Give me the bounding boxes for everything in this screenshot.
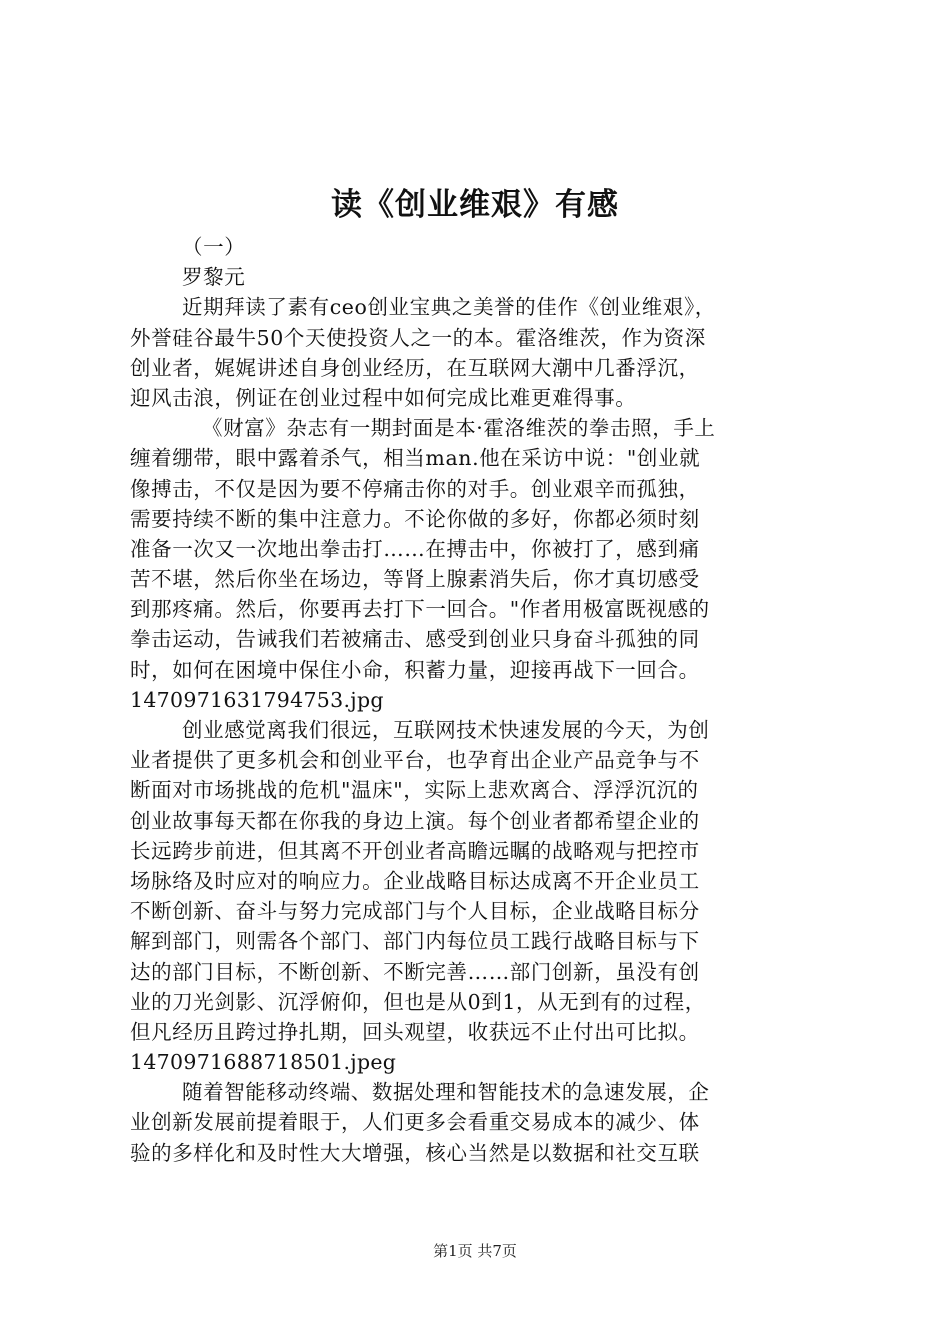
paragraph-line: 解到部门，则需各个部门、部门内每位员工践行战略目标与下 — [130, 929, 700, 954]
paragraph-line: 创业故事每天都在你我的身边上演。每个创业者都希望企业的 — [130, 808, 700, 833]
paragraph-line: 创业感觉离我们很远，互联网技术快速发展的今天，为创 — [182, 718, 710, 742]
image-filename: 1470971688718501.jpeg — [130, 1050, 397, 1075]
section-marker: （一） — [182, 235, 246, 259]
author-name: 罗黎元 — [182, 265, 246, 290]
paragraph-line: 业的刀光剑影、沉浮俯仰，但也是从0到1，从无到有的过程， — [130, 989, 706, 1014]
paragraph-line: 断面对市场挑战的危机"温床"，实际上悲欢离合、浮浮沉沉的 — [130, 778, 699, 803]
paragraph-line: 迎风击浪，例证在创业过程中如何完成比难更难得事。 — [130, 385, 637, 410]
paragraph-line: 不断创新、奋斗与努力完成部门与个人目标，企业战略目标分 — [130, 899, 700, 924]
paragraph-line: 到那疼痛。然后，你要再去打下一回合。"作者用极富既视感的 — [130, 597, 710, 622]
paragraph-line: 业创新发展前提着眼于，人们更多会看重交易成本的减少、体 — [130, 1110, 700, 1135]
paragraph-line: 缠着绷带，眼中露着杀气，相当man.他在采访中说："创业就 — [130, 446, 701, 471]
paragraph-line: 准备一次又一次地出拳击打……在搏击中，你被打了，感到痛 — [130, 536, 700, 561]
paragraph-line: 外誉硅谷最牛50个天使投资人之一的本。霍洛维茨，作为资深 — [130, 325, 706, 350]
paragraph-line: 时，如何在困境中保住小命，积蓄力量，迎接再战下一回合。 — [130, 657, 700, 682]
document-title: 读《创业维艰》有感 — [331, 187, 619, 223]
paragraph-line: 像搏击，不仅是因为要不停痛击你的对手。创业艰辛而孤独， — [130, 476, 700, 501]
paragraph-line: 场脉络及时应对的响应力。企业战略目标达成离不开企业员工 — [130, 868, 700, 893]
paragraph-line: 但凡经历且跨过挣扎期，回头观望，收获远不止付出可比拟。 — [130, 1019, 700, 1044]
paragraph-line: 长远跨步前进，但其离不开创业者高瞻远瞩的战略观与把控市 — [130, 838, 700, 863]
paragraph-line: 业者提供了更多机会和创业平台，也孕育出企业产品竞争与不 — [130, 748, 700, 773]
page-number-footer: 第1页 共7页 — [433, 1242, 517, 1260]
paragraph-line: 苦不堪，然后你坐在场边，等肾上腺素消失后，你才真切感受 — [130, 567, 700, 592]
image-filename: 1470971631794753.jpg — [130, 687, 384, 712]
document-body — [130, 232, 830, 1168]
paragraph-line: 达的部门目标，不断创新、不断完善……部门创新，虽没有创 — [130, 959, 700, 984]
paragraph-line: 验的多样化和及时性大大增强，核心当然是以数据和社交互联 — [130, 1140, 700, 1165]
paragraph-line: 创业者，娓娓讲述自身创业经历，在互联网大潮中几番浮沉， — [130, 355, 700, 380]
paragraph-line: 需要持续不断的集中注意力。不论你做的多好，你都必须时刻 — [130, 506, 700, 531]
paragraph-line: 近期拜读了素有ceo创业宝典之美誉的佳作《创业维艰》， — [182, 295, 716, 320]
paragraph-line: 随着智能移动终端、数据处理和智能技术的急速发展，企 — [182, 1080, 710, 1105]
paragraph-line: 拳击运动，告诫我们若被痛击、感受到创业只身奋斗孤独的同 — [130, 627, 700, 652]
paragraph-line: 《财富》杂志有一期封面是本·霍洛维茨的拳击照，手上 — [202, 416, 716, 441]
